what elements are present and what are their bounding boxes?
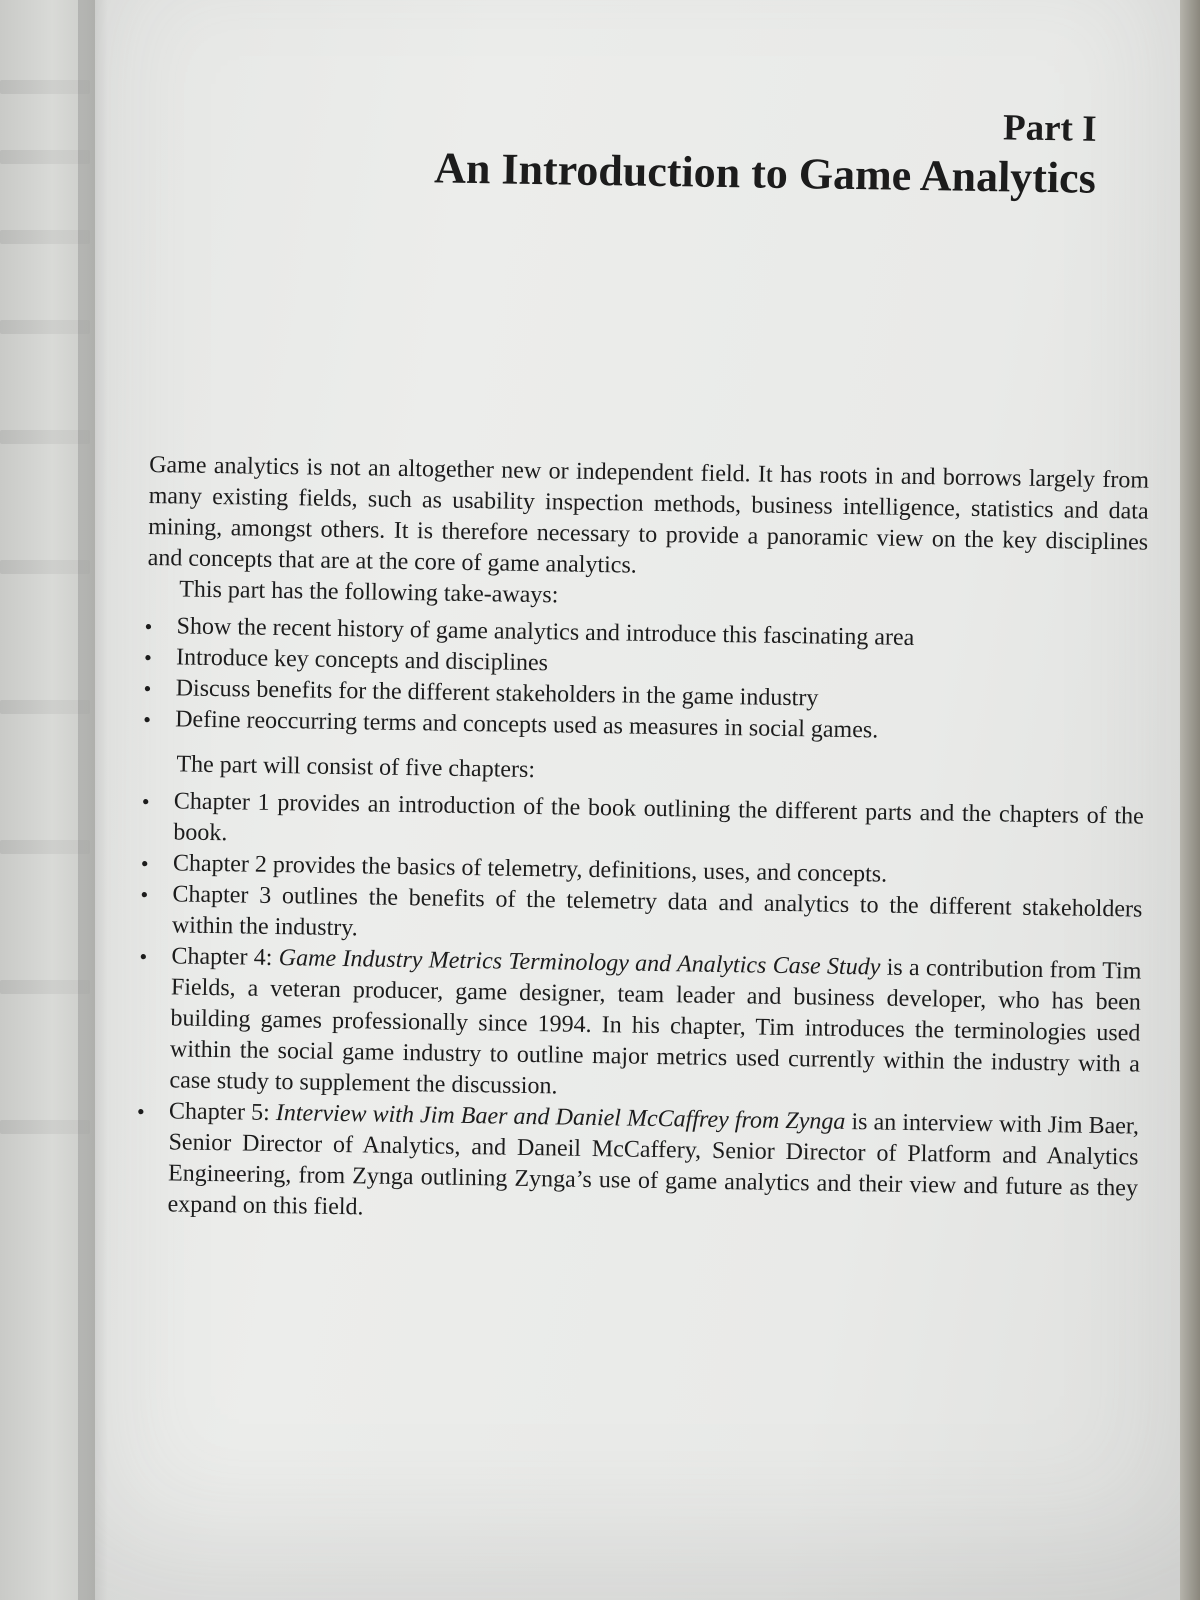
right-page-edge: [1180, 0, 1200, 1600]
part-title: An Introduction to Game Analytics: [433, 143, 1097, 203]
bullet-icon: •: [141, 788, 150, 815]
bullet-icon: •: [140, 881, 149, 908]
chapter-text: Chapter 3 outlines the benefits of the telemetry data and analytics to the different stakeholders within the industry.: [171, 881, 1143, 942]
chapter-text: Chapter 1 provides an introduction of the book outlining the different parts and the chapters of the book.: [173, 788, 1144, 847]
bleed-through-line: [0, 150, 90, 164]
bleed-through-line: [0, 80, 90, 94]
chapters-lead: The part will consist of five chapters:: [176, 751, 536, 784]
bleed-through-line: [0, 230, 90, 244]
bleed-through-line: [0, 1120, 90, 1134]
bullet-icon: •: [143, 675, 152, 702]
bullet-icon: •: [144, 613, 153, 640]
chapter-title: Game Industry Metrics Terminology and Analytics Case Study: [278, 945, 881, 981]
bleed-through-line: [0, 430, 90, 444]
bleed-through-line: [0, 980, 90, 994]
chapter-description: is a contribution from Tim Fields, a veteran producer, game designer, team leader and business developer, who has been building games professionally since 1994. In his chapter, Tim introduces the terminologies used within the social game industry to outline major metrics used currently within the industry with a case study to supplement the discussion.: [169, 954, 1142, 1100]
page-content: [137, 95, 1155, 1242]
bullet-icon: •: [136, 1098, 145, 1125]
bullet-icon: •: [142, 706, 152, 733]
chapter-text: Chapter 2 provides the basics of telemetry, definitions, uses, and concepts.: [172, 850, 888, 888]
takeaway-text: Show the recent history of game analytics and introduce this fascinating area: [176, 613, 915, 652]
chapters-list: [137, 786, 1144, 1236]
takeaway-text: Discuss benefits for the different stakeholders in the game industry: [175, 675, 819, 712]
takeaways-list: [142, 611, 1147, 751]
list-item: [139, 941, 1141, 1112]
takeaway-text: Introduce key concepts and disciplines: [175, 644, 549, 677]
list-item: [137, 1096, 1139, 1236]
body-text: [137, 450, 1149, 1236]
page-gutter-shadow: [78, 0, 108, 1600]
book-page: [95, 0, 1180, 1600]
chapter-description: is an interview with Jim Baer, Senior Director of Analytics, and Daneil McCaffery, Senior Director of Platform and Analytics Engineering, from Zynga outlining Zynga’s use of game analytics and their view and future as they expand on this field.: [167, 1109, 1140, 1221]
chapter-prefix: Chapter 5:: [168, 1098, 277, 1127]
intro-paragraph: Game analytics is not an altogether new or independent field. It has roots in and borrows largely from many existing fields, such as usability inspection methods, business intelligence, statistics and data mining, amongst others. It is therefore necessary to provide a panoramic view on the key disciplines and concepts that are at the core of game analytics.: [147, 452, 1150, 579]
bleed-through-line: [0, 320, 90, 334]
bullet-icon: •: [139, 943, 148, 970]
bullet-icon: •: [140, 850, 149, 877]
takeaways-lead: This part has the following take-aways:: [179, 576, 559, 609]
bleed-through-line: [0, 700, 90, 714]
bullet-icon: •: [143, 644, 153, 671]
bleed-through-line: [0, 560, 90, 574]
chapter-title: Interview with Jim Baer and Daniel McCaffrey from Zynga: [275, 1100, 846, 1136]
part-number: Part I: [1002, 107, 1097, 150]
chapter-prefix: Chapter 4:: [171, 943, 279, 972]
takeaway-text: Define reoccurring terms and concepts used as measures in social games.: [174, 706, 879, 744]
bleed-through-line: [0, 840, 90, 854]
